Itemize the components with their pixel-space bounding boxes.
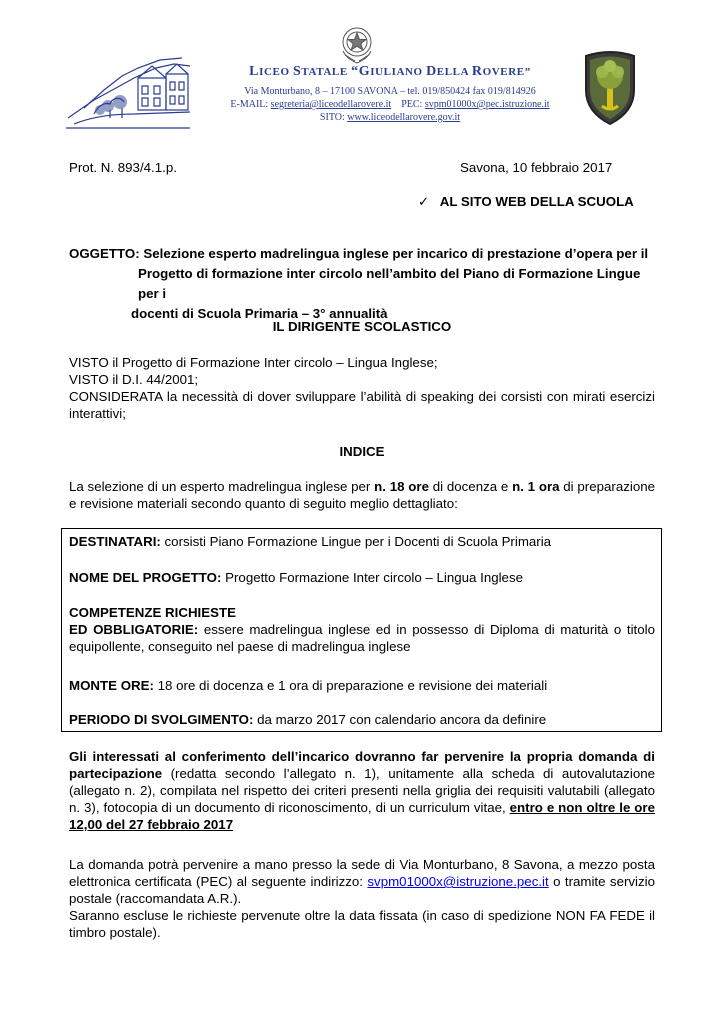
recipient-text: AL SITO WEB DELLA SCUOLA	[439, 194, 634, 209]
protocol-number: Prot. N. 893/4.1.p.	[69, 160, 177, 175]
visto-line-2: VISTO il D.I. 44/2001;	[69, 372, 199, 387]
subject-line-2: Progetto di formazione inter circolo nell’ambito del Piano di Formazione Lingue per i	[138, 266, 641, 301]
site-label: SITO:	[319, 112, 345, 123]
application-paragraph: Gli interessati al conferimento dell’incarico dovranno far pervenire la propria domanda di partecipazione (redatta secondo l’allegato n. 1), unitamente alla scheda di autovalutazione (allegato n. 2), compilata nel rispetto dei criteri presenti nella griglia dei requisiti valutabili (allegato n. 3), fotocopia di un documento di riconoscimento, di un curriculum vitae, entro e non oltre le ore 12,00 del 27 febbraio 2017	[69, 749, 655, 832]
periodo-row: PERIODO DI SVOLGIMENTO: da marzo 2017 con calendario ancora da definire	[69, 712, 547, 727]
pec-link[interactable]: svpm01000x@pec.istruzione.it	[424, 99, 550, 110]
exclusion-paragraph: Saranno escluse le richieste pervenute oltre la data fissata (in caso di spedizione NON FA FEDE il timbro postale).	[69, 908, 655, 940]
email-label: E-MAIL:	[230, 99, 269, 110]
school-contacts	[200, 99, 580, 110]
heading-indice: INDICE	[339, 444, 385, 459]
heading-dirigente: IL DIRIGENTE SCOLASTICO	[272, 319, 452, 334]
destinatari-row: DESTINATARI: corsisti Piano Formazione Lingue per i Docenti di Scuola Primaria	[69, 534, 552, 549]
recipient-line	[418, 194, 634, 210]
competenze-row: COMPETENZE RICHIESTE ED OBBLIGATORIE: essere madrelingua inglese ed in possesso di Diploma di maturità o titolo equipollente, conseguito nel paese di madrelingua inglese	[69, 605, 655, 654]
pec-label: PEC:	[401, 99, 423, 110]
subject-block	[69, 244, 659, 324]
monte-ore-row: MONTE ORE: 18 ore di docenza e 1 ora di preparazione e revisione dei materiali	[69, 678, 548, 693]
school-crest-icon	[580, 50, 640, 126]
submission-paragraph: La domanda potrà pervenire a mano presso la sede di Via Monturbano, 8 Savona, a mezzo posta elettronica certificata (PEC) al seguente indirizzo: svpm01000x@istruzione.pec.it o tramite servizio postale (raccomandata A.R.).	[69, 857, 655, 906]
subject-line-1: Selezione esperto madrelingua inglese per incarico di prestazione d’opera per il	[143, 246, 649, 261]
school-building-logo	[64, 48, 196, 132]
school-name: LICEO STATALE “GIULIANO DELLA ROVERE”	[249, 64, 531, 79]
visto-block	[69, 354, 655, 422]
republic-emblem-icon	[337, 23, 377, 65]
nome-progetto-row: NOME DEL PROGETTO: Progetto Formazione Inter circolo – Lingua Inglese	[69, 570, 524, 585]
school-address: Via Monturbano, 8 – 17100 SAVONA – tel. 019/850424 fax 019/814926	[244, 86, 536, 97]
checkmark-icon: ✓	[418, 195, 430, 210]
selection-paragraph: La selezione di un esperto madrelingua inglese per n. 18 ore di docenza e n. 1 ora di preparazione e revisione materiali secondo quanto di seguito meglio dettagliato:	[69, 479, 656, 511]
considerata-paragraph: CONSIDERATA la necessità di dover sviluppare l’abilità di speaking dei corsisti con mirati esercizi interattivi;	[69, 389, 655, 421]
subject-line-3: docenti di Scuola Primaria – 3° annualità	[131, 306, 388, 321]
details-box	[61, 528, 662, 732]
email-link[interactable]: segreteria@liceodellarovere.it	[270, 99, 392, 110]
site-link[interactable]: www.liceodellarovere.gov.it	[347, 112, 461, 123]
visto-line-1: VISTO il Progetto di Formazione Inter circolo – Lingua Inglese;	[69, 355, 438, 370]
school-site	[200, 112, 580, 123]
document-date: Savona, 10 febbraio 2017	[460, 160, 613, 175]
subject-label: OGGETTO:	[69, 246, 140, 261]
pec-email-link[interactable]: svpm01000x@istruzione.pec.it	[367, 874, 549, 889]
